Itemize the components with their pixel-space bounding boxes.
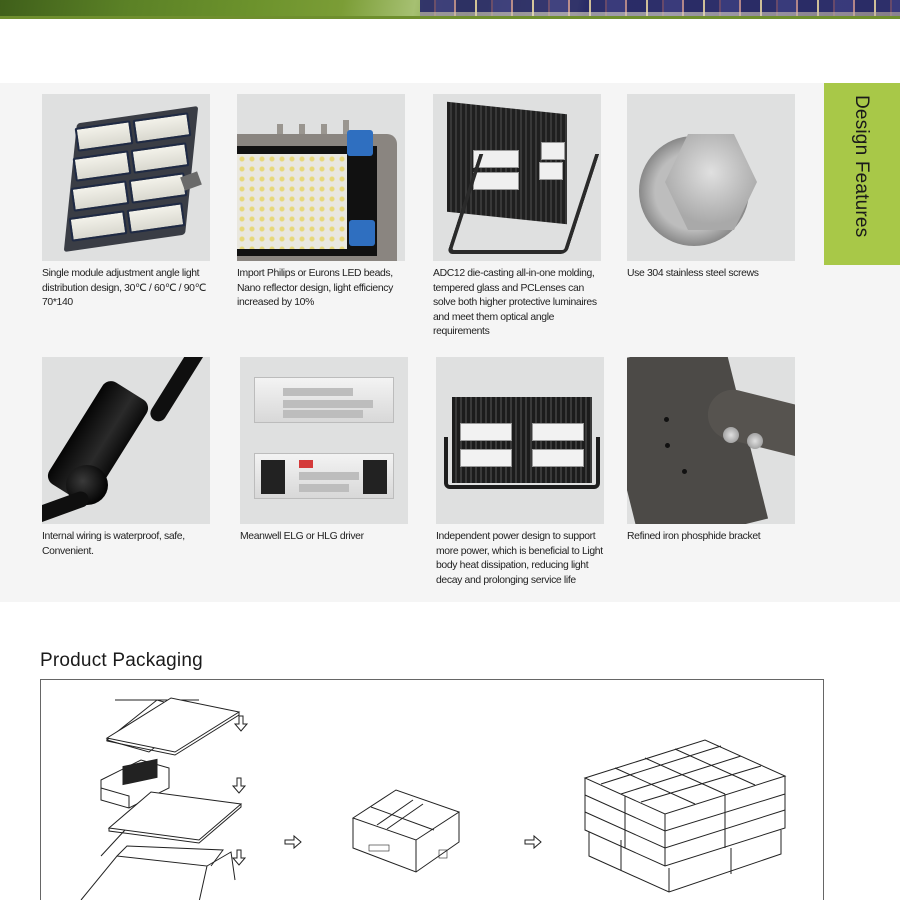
feature-card <box>240 357 410 545</box>
feature-caption: Independent power design to support more power, which is beneficial to Light body heat dissipation, reducing light decay and prolonging service life <box>436 531 603 586</box>
feature-card <box>42 357 212 559</box>
led-beads-closeup-image <box>237 94 405 261</box>
open-carton-illustration <box>81 830 235 900</box>
meanwell-driver-image <box>240 357 408 524</box>
design-features-tab <box>824 83 900 265</box>
feature-caption: Import Philips or Eurons LED beads, Nano reflector design, light efficiency increased by 10% <box>237 268 393 308</box>
feature-caption: Internal wiring is waterproof, safe, Convenient. <box>42 531 185 557</box>
feature-card <box>436 357 606 588</box>
banner-city-night-image <box>420 0 900 16</box>
feature-card <box>42 94 212 311</box>
banner-divider <box>0 16 900 19</box>
feature-caption: Refined iron phosphide bracket <box>627 531 761 542</box>
feature-caption: Meanwell ELG or HLG driver <box>240 531 364 542</box>
multi-module-floodlight-image <box>42 94 210 261</box>
palletized-cartons-illustration <box>585 740 785 892</box>
iron-bracket-image <box>627 357 795 524</box>
packaging-diagram <box>40 679 824 900</box>
independent-power-back-image <box>436 357 604 524</box>
sealed-carton-illustration <box>353 790 459 872</box>
feature-card <box>627 357 797 545</box>
foam-top-sheet-illustration <box>107 698 239 755</box>
right-arrow-icon <box>525 836 541 848</box>
feature-caption: Use 304 stainless steel screws <box>627 268 759 279</box>
feature-caption: Single module adjustment angle light distribution design, 30℃ / 60℃ / 90℃ 70*140 <box>42 268 206 308</box>
stainless-screw-image <box>627 94 795 261</box>
waterproof-connector-image <box>42 357 210 524</box>
down-arrow-icon <box>233 850 245 865</box>
die-cast-back-housing-image <box>433 94 601 261</box>
down-arrow-icon <box>233 778 245 793</box>
design-features-tab-label: Design Features <box>851 95 872 238</box>
down-arrow-icon <box>235 716 247 731</box>
feature-card <box>237 94 407 311</box>
feature-card <box>433 94 603 340</box>
product-packaging-heading: Product Packaging <box>40 650 203 671</box>
feature-caption: ADC12 die-casting all-in-one molding, tempered glass and PCLenses can solve both higher protective luminaires and meet them optical angle requirements <box>433 268 597 337</box>
feature-card <box>627 94 797 282</box>
right-arrow-icon <box>285 836 301 848</box>
